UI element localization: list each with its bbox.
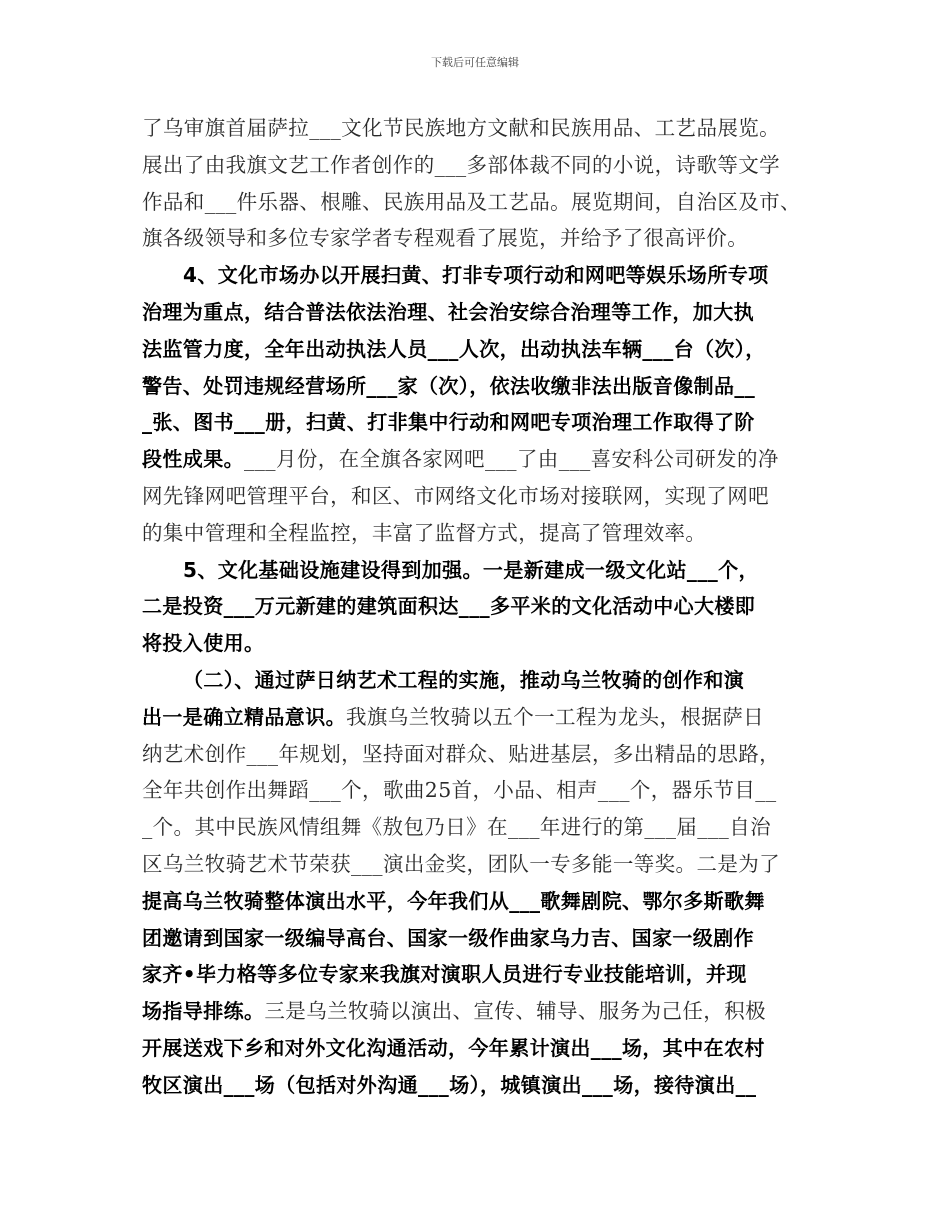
text-line xyxy=(142,699,814,736)
text-line: 开展送戏下乡和对外文化沟通活动，今年累计演出___场，其中在农村 xyxy=(142,1035,765,1060)
text-line: 网先锋网吧管理平台，和区、市网络文化市场对接联网，实现了网吧 xyxy=(142,483,769,508)
text-line: 治理为重点，结合普法依法治理、社会治安综合治理等工作，加大执 xyxy=(142,299,754,324)
text-segment: 段性成果。 xyxy=(142,447,244,472)
text-line: （二）、通过萨日纳艺术工程的实施，推动乌兰牧骑的创作和演 xyxy=(183,667,745,692)
text-line: 作品和___件乐器、根雕、民族用品及工艺品。展览期间，自治区及市、 xyxy=(142,189,801,214)
text-line: 4、文化市场办以开展扫黄、打非专项行动和网吧等娱乐场所专项 xyxy=(183,263,769,288)
text-segment: 场指导排练。 xyxy=(142,999,265,1024)
text-line: 区乌兰牧骑艺术节荣获___演出金奖，团队一专多能一等奖。二是为了 xyxy=(142,851,781,876)
text-line: 了乌审旗首届萨拉___文化节民族地方文献和民族用品、工艺品展览。 xyxy=(142,116,781,140)
text-line: 将投入使用。 xyxy=(142,631,265,656)
text-line xyxy=(142,441,814,478)
text-line xyxy=(142,993,814,1030)
text-line: _张、图书___册，扫黄、打非集中行动和网吧专项治理工作取得了阶 xyxy=(142,410,755,435)
text-line: 家齐•毕力格等多位专家来我旗对演职人员进行专业技能培训，并现 xyxy=(142,962,747,987)
text-line: 纳艺术创作___年规划，坚持面对群众、贴进基层，多出精品的思路， xyxy=(142,741,781,766)
page-header: 下载后可任意编辑 xyxy=(431,56,519,69)
text-line: 二是投资___万元新建的建筑面积达___多平米的文化活动中心大楼即 xyxy=(142,594,756,619)
text-line: 的集中管理和全程监控，丰富了监督方式，提高了管理效率。 xyxy=(142,520,707,545)
text-segment: 三是乌兰牧骑以演出、宣传、辅导、服务为己任，积极 xyxy=(264,999,767,1024)
text-line: 展出了由我旗文艺工作者创作的___多部体裁不同的小说，诗歌等文学 xyxy=(142,152,781,177)
text-line: 全年共创作出舞蹈___个，歌曲25首，小品、相声___个，器乐节目__ xyxy=(142,778,777,803)
text-line: 提高乌兰牧骑整体演出水平，今年我们从___歌舞剧院、鄂尔多斯歌舞 xyxy=(142,888,765,913)
text-segment: ___月份，在全旗各家网吧___了由___喜安科公司研发的净 xyxy=(244,447,779,472)
text-line: 5、文化基础设施建设得到加强。一是新建成一级文化站___个， xyxy=(183,557,759,582)
text-line: 团邀请到国家一级编导高台、国家一级作曲家乌力吉、国家一级剧作 xyxy=(142,925,754,950)
document-body xyxy=(142,110,814,1104)
text-segment: 我旗乌兰牧骑以五个一工程为龙头，根据萨日 xyxy=(346,704,764,729)
text-line: 法监管力度，全年出动执法人员___人次，出动执法车辆___台（次）， xyxy=(142,336,766,361)
text-line: 警告、处罚违规经营场所___家（次），依法收缴非法出版音像制品__ xyxy=(142,373,756,398)
text-line: 旗各级领导和多位专家学者专程观看了展览，并给予了很高评价。 xyxy=(142,226,749,251)
text-segment: 出一是确立精品意识。 xyxy=(142,704,346,729)
text-line: _个。其中民族风情组舞《敖包乃日》在___年进行的第___届___自治 xyxy=(142,815,771,840)
text-line: 牧区演出___场（包括对外沟通___场），城镇演出___场，接待演出__ xyxy=(142,1072,757,1097)
